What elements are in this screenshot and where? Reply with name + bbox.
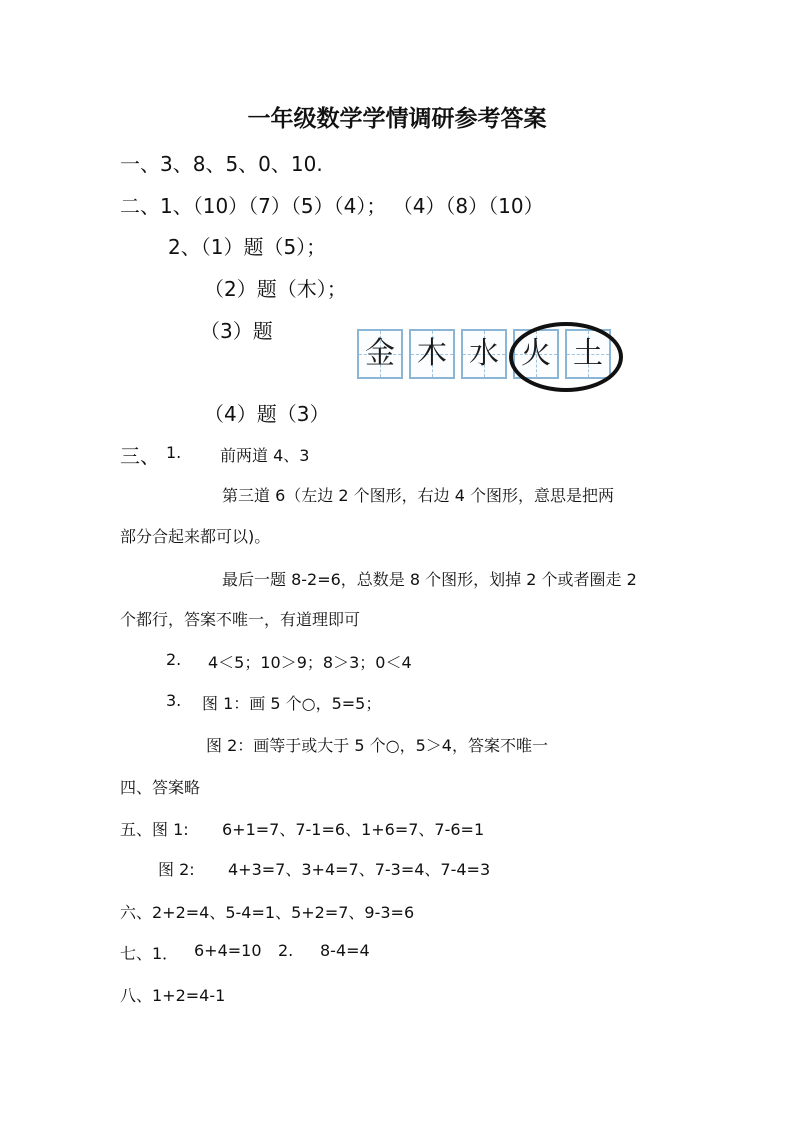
section-7-eq-2: 8-4=4 [320,941,370,960]
section-6-answers: 六、2+2=4、5-4=1、5+2=7、9-3=6 [120,903,415,922]
section-4-answer: 四、答案略 [120,778,201,797]
char-shui: 水 [469,336,499,371]
section-3-item-1-text-3a: 最后一题 8-2=6，总数是 8 个图形，划掉 2 个或者圈走 2 [222,570,637,589]
section-3-item-1-text-2b: 部分合起来都可以)。 [120,527,271,546]
section-3-item-3-text-2: 图 2：画等于或大于 5 个○，5＞4，答案不唯一 [206,736,548,755]
section-3-item-1-text-2a: 第三道 6（左边 2 个图形，右边 4 个图形，意思是把两 [222,486,614,505]
section-5-fig2-equations: 4+3=7、3+4=7、7-3=4、7-4=3 [228,860,491,879]
section-7-eq-1: 6+4=10 [194,941,262,960]
section-2-q2-sub2: （2）题（木）； [204,277,347,301]
char-tu: 土 [573,336,603,371]
char-box [357,329,403,379]
section-3-item-3-text: 图 1：画 5 个○，5=5； [202,694,382,713]
section-7-heading: 七、1． [120,944,179,963]
section-3-item-1-text: 前两道 4、3 [220,446,310,465]
character-grid-figure [357,326,627,402]
char-box [461,329,507,379]
section-3-item-2-number: 2. [166,650,182,669]
section-2-q2-sub3: （3）题 [200,319,273,343]
section-3-item-2-text: 4＜5；10＞9；8＞3；0＜4 [208,653,412,672]
section-5-fig1-equations: 6+1=7、7-1=6、1+6=7、7-6=1 [222,820,485,839]
char-box [409,329,455,379]
answer-circle [509,322,623,392]
page-title: 一年级数学学情调研参考答案 [247,106,547,132]
section-3-item-1-text-3b: 个都行，答案不唯一，有道理即可 [120,610,361,629]
section-2-q2-sub4: （4）题（3） [204,402,330,426]
char-huo: 火 [521,336,551,371]
section-1-answers: 一、3、8、5、0、10. [120,152,323,176]
section-3-item-1-number: 1. [166,443,182,462]
section-3-item-3-number: 3. [166,691,182,710]
section-5-fig2-label: 图 2: [158,860,195,879]
section-5-heading: 五、图 1: [120,820,189,839]
char-mu: 木 [417,336,447,371]
section-3-heading: 三、 [120,444,160,468]
section-2-q2-sub1: 2、（1）题（5）； [168,235,327,259]
char-jin: 金 [365,336,395,371]
section-2-q1-answers: 二、1、（10）（7）（5）（4）； （4）（8）（10） [120,194,544,218]
section-8-answer: 八、1+2=4-1 [120,986,226,1005]
section-7-item-2-number: 2. [278,941,294,960]
